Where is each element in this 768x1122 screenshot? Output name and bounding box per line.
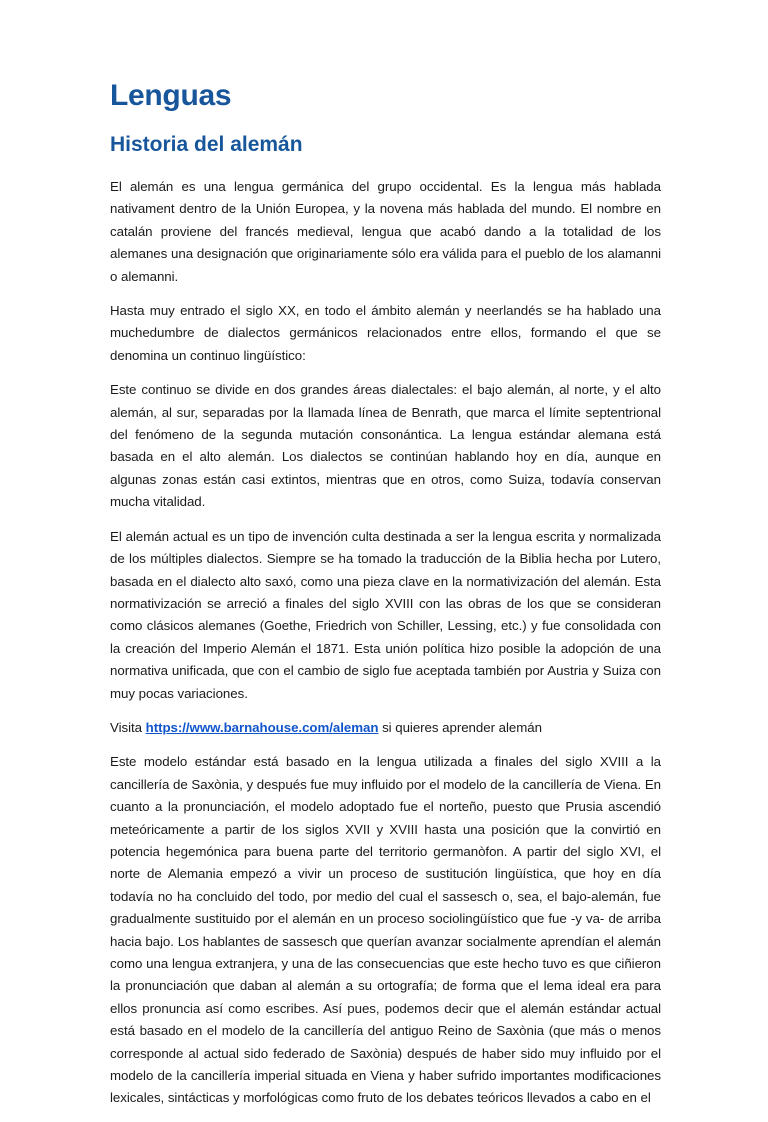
link-prefix: Visita bbox=[110, 719, 146, 735]
document-body bbox=[110, 176, 661, 1122]
document-title: Lenguas bbox=[110, 79, 232, 112]
paragraph-continuum: Este continuo se divide en dos grandes áreas dialectales: el bajo alemán, al norte, y el alto alemán, al sur, separadas por la llamada línea de Benrath, que marca el límite septentrional del fenómeno de la segunda mutación consonántica. La lengua estándar alemana está basada en el alto alemán. Los dialectos se continúan hablando hoy en día, aunque en algunas zonas están casi extintos, mientras que en otros, como Suiza, todavía conservan mucha vitalidad. bbox=[110, 382, 661, 510]
section-heading: Historia del alemán bbox=[110, 133, 303, 156]
paragraph-modern-german: El alemán actual es un tipo de invención culta destinada a ser la lengua escrita y normalizada de los múltiples dialectos. Siempre se ha tomado la traducción de la Biblia hecha por Lutero, basada en el dialecto alto saxó, como una pieza clave en la normativización del alemán. Esta normativización se arreció a finales del siglo XVIII con las obras de los que se consideran como clásicos alemanes (Goethe, Friedrich von Schiller, Lessing, etc.) y fue consolidada con la creación del Imperio Alemán el 1871. Esta unión política hizo posible la adopción de una normativa unificada, que con el cambio de siglo fue aceptada también por Austria y Suiza con muy pocas variaciones. bbox=[110, 528, 661, 701]
link-suffix: si quieres aprender alemán bbox=[378, 719, 542, 735]
paragraph-intro: El alemán es una lengua germánica del grupo occidental. Es la lengua más hablada nativament dentro de la Unión Europea, y la novena más hablada del mundo. El nombre en catalán proviene del francés medieval, lengua que acabó dando a la totalidad de los alemanes una designación que originariamente sólo era válida para el pueblo de los alamanni o alemanni. bbox=[110, 179, 661, 284]
barnahouse-link[interactable]: https://www.barnahouse.com/aleman bbox=[145, 719, 379, 735]
paragraph-standard-model: Este modelo estándar está basado en la lengua utilizada a finales del siglo XVIII a la cancillería de Saxònia, y después fue muy influido por el modelo de la cancillería de Viena. En cuanto a la pronunciación, el modelo adoptado fue el norteño, puesto que Prusia ascendió meteóricamente a partir de los siglos XVII y XVIII hasta una posición que la convirtió en potencia hegemónica para buena parte del territorio germanòfon. A partir del siglo XVI, el norte de Alemania empezó a vivir un proceso de sustitución lingüística, que hoy en día todavía no ha concluido del todo, por medio del cual el sassesch o, sea, el bajo-alemán, fue gradualmente sustituido por el alemán en un proceso sociolingüístico que fue -y va- de arriba hacia bajo. Los hablantes de sassesch que querían avanzar socialmente aprendían el alemán como una lengua extranjera, y una de las consecuencias que este hecho tuvo es que ciñieron la pronunciación que daban al alemán a su ortografía; de forma que el lema ideal era para ellos pronuncia así como escribes. Así pues, podemos decir que el alemán estándar actual está basado en el modelo de la cancillería del antiguo Reino de Saxònia (que más o menos corresponde al actual sido federado de Saxònia) después de haber sido muy influido por el modelo de la cancillería imperial situada en Viena y haber sufrido importantes modificaciones lexicales, sintácticas y morfológicas como fruto de los debates teóricos llevados a cabo en el bbox=[110, 754, 661, 1106]
paragraph-dialects: Hasta muy entrado el siglo XX, en todo el ámbito alemán y neerlandés se ha hablado una muchedumbre de dialectos germánicos relacionados entre ellos, formando el que se denomina un continuo lingüístico: bbox=[110, 303, 661, 363]
paragraph-link bbox=[110, 717, 661, 739]
